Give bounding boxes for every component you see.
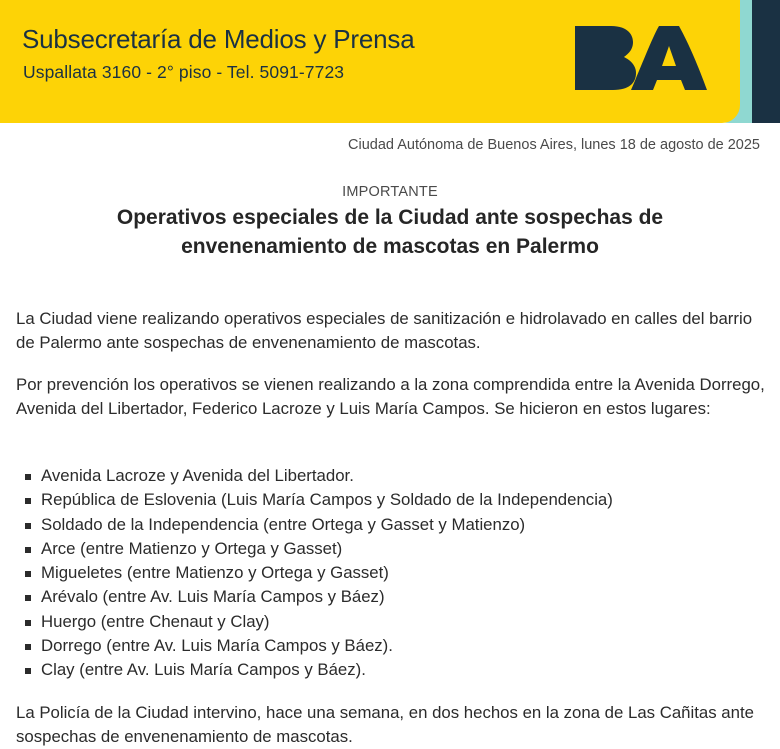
list-item: República de Eslovenia (Luis María Campos y Soldado de la Independencia) <box>25 488 613 512</box>
bullet-icon <box>25 668 31 674</box>
paragraph-prevention: Por prevención los operativos se vienen realizando a la zona comprendida entre la Avenida Dorrego, Avenida del Libertador, Federico Lacroze y Luis María Campos. Se hicieron en estos lugares: <box>16 375 765 418</box>
paragraph-police: La Policía de la Ciudad intervino, hace una semana, en dos hechos en la zona de Las Cañitas ante sospechas de envenenamiento de mascotas. <box>16 703 754 746</box>
bullet-icon <box>25 595 31 601</box>
list-item: Arévalo (entre Av. Luis María Campos y Báez) <box>25 585 613 609</box>
locations-list <box>25 464 613 683</box>
headline <box>0 203 780 261</box>
headline-line-1: Operativos especiales de la Ciudad ante sospechas de <box>116 206 664 229</box>
bullet-icon <box>25 547 31 553</box>
bullet-icon <box>25 474 31 480</box>
list-item: Migueletes (entre Matienzo y Ortega y Gasset) <box>25 561 613 585</box>
office-address: Uspallata 3160 - 2° piso - Tel. 5091-7723 <box>23 62 345 82</box>
list-item: Soldado de la Independencia (entre Ortega y Gasset y Matienzo) <box>25 513 613 537</box>
bullet-icon <box>25 523 31 529</box>
list-item: Clay (entre Av. Luis María Campos y Báez). <box>25 658 613 682</box>
bullet-icon <box>25 644 31 650</box>
kicker-label: IMPORTANTE <box>342 184 438 200</box>
dateline: Ciudad Autónoma de Buenos Aires, lunes 18 de agosto de 2025 <box>348 137 760 153</box>
list-item: Huergo (entre Chenaut y Clay) <box>25 610 613 634</box>
list-item: Avenida Lacroze y Avenida del Libertador. <box>25 464 613 488</box>
header-navy-band <box>752 0 780 123</box>
office-title: Subsecretaría de Medios y Prensa <box>22 24 415 54</box>
bullet-icon <box>25 498 31 504</box>
headline-line-2: envenenamiento de mascotas en Palermo <box>181 235 599 258</box>
paragraph-intro: La Ciudad viene realizando operativos especiales de sanitización e hidrolavado en calles del barrio de Palermo ante sospechas de envenenamiento de mascotas. <box>16 309 753 352</box>
list-item: Dorrego (entre Av. Luis María Campos y Báez). <box>25 634 613 658</box>
press-header <box>0 0 780 123</box>
ba-logo <box>573 22 709 94</box>
bullet-icon <box>25 620 31 626</box>
list-item: Arce (entre Matienzo y Ortega y Gasset) <box>25 537 613 561</box>
bullet-icon <box>25 571 31 577</box>
